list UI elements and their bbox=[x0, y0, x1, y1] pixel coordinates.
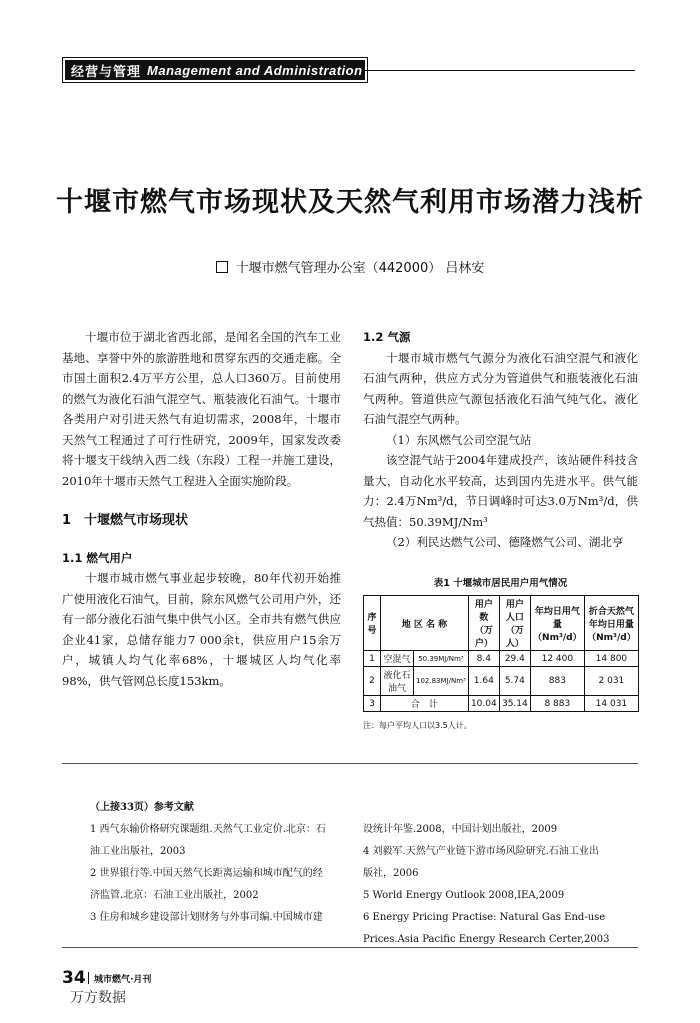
page-number: 34 bbox=[62, 968, 86, 988]
cell: 2 bbox=[364, 667, 381, 696]
table-row bbox=[364, 651, 639, 667]
magazine-name: 城市燃气·月刊 bbox=[94, 975, 152, 985]
cell: 合 计 bbox=[381, 696, 469, 712]
heading-1: 1 十堰燃气市场现状 bbox=[62, 513, 189, 528]
reference-line: 5 World Energy Outlook 2008,IEA,2009 bbox=[363, 890, 565, 901]
reference-line: 6 Energy Pricing Practise: Natural Gas End-use bbox=[363, 912, 606, 923]
th-index: 序号 bbox=[364, 596, 381, 651]
heading-1-2: 1.2 气源 bbox=[363, 330, 411, 344]
author-line bbox=[0, 257, 700, 276]
th-daily-gas: 年均日用气量（Nm³/d） bbox=[530, 596, 584, 651]
table-caption: 表1 十堰城市居民用户用气情况 bbox=[433, 578, 568, 589]
th-natural-gas-equiv: 折合天然气年均日用量（Nm³/d） bbox=[584, 596, 638, 651]
cell: 1.64 bbox=[468, 667, 499, 696]
left-column bbox=[62, 327, 341, 691]
section-title-cn: 经营与管理 bbox=[71, 64, 142, 80]
subheading-2: （2）利民达燃气公司、德隆燃气公司、湖北亨 bbox=[386, 535, 624, 549]
footer-separator bbox=[88, 972, 89, 984]
reference-line: 2 世界银行等.中国天然气长距离运输和城市配气的经 bbox=[90, 868, 323, 879]
right-column bbox=[363, 327, 638, 553]
intro-paragraph: 十堰市位于湖北省西北部，是闻名全国的汽车工业基地、享誉中外的旅游胜地和贯穿东西的交通走廊。全市国土面积2.4万平方公里，总人口360万。目前使用的燃气为液化石油气混空气、瓶装液化石油气。十堰市各类用户对引进天然气有迫切需求，2008年，十堰市天然气工程通过了可行性研究，2009年，国家发改委将十堰支干线纳入西二线（东段）工程一并施工建设，2010年十堰市天然气工程进入全面实施阶段。 bbox=[62, 330, 341, 488]
cell: 8 883 bbox=[530, 696, 584, 712]
cell: 102.83MJ/Nm³ bbox=[414, 667, 469, 696]
references-left bbox=[90, 797, 340, 929]
cell: 14 031 bbox=[584, 696, 638, 712]
watermark: 万方数据 bbox=[70, 990, 126, 1006]
subheading-1: （1）东风燃气公司空混气站 bbox=[386, 432, 532, 447]
article-title: 十堰市燃气市场现状及天然气利用市场潜力浅析 bbox=[56, 187, 644, 218]
table-row bbox=[364, 696, 639, 712]
author-text: 十堰市燃气管理办公室（442000） 吕林安 bbox=[235, 261, 485, 276]
footer-divider bbox=[62, 947, 638, 948]
cell: 5.74 bbox=[499, 667, 530, 696]
table-header-row bbox=[364, 596, 639, 651]
th-households: 用户数（万户） bbox=[468, 596, 499, 651]
references-heading: （上接33页）参考文献 bbox=[90, 802, 194, 813]
cell: 50.39MJ/Nm³ bbox=[414, 651, 469, 667]
section-title-en: Management and Administration bbox=[147, 62, 363, 78]
data-table bbox=[363, 595, 639, 712]
cell: 10.04 bbox=[468, 696, 499, 712]
reference-line: 版社，2006 bbox=[363, 868, 419, 879]
cell: 14 800 bbox=[584, 651, 638, 667]
paragraph-1-2: 十堰市城市燃气气源分为液化石油空混气和液化石油气两种，供应方式分为管道供气和瓶装液化石油气两种。管道供应气源包括液化石油气纯气化、液化石油气混空气两种。 bbox=[363, 350, 638, 426]
reference-line: 4 刘毅军.天然气产业链下游市场风险研究.石油工业出 bbox=[363, 846, 599, 857]
cell: 35.14 bbox=[499, 696, 530, 712]
reference-line: 3 住房和城乡建设部计划财务与外事司编.中国城市建 bbox=[90, 912, 323, 923]
th-population: 用户人口（万人） bbox=[499, 596, 530, 651]
heading-1-1: 1.1 燃气用户 bbox=[62, 550, 133, 565]
reference-line: 1 西气东输价格研究课题组.天然气工业定价.北京：石 bbox=[90, 824, 326, 835]
paragraph-1-1: 十堰市城市燃气事业起步较晚，80年代初开始推广使用液化石油气，目前，除东风燃气公司用户外，还有一部分液化石油气集中供气小区。全市共有燃气供应企业41家，总储存能力7 000余t，供应用户15余万户，城镇人均气化率68%，十堰城区人均气化率98%，供气管网总长度153km。 bbox=[62, 571, 341, 688]
cell: 883 bbox=[530, 667, 584, 696]
section-banner bbox=[65, 60, 365, 80]
cell: 空混气 bbox=[381, 651, 414, 667]
cell: 2 031 bbox=[584, 667, 638, 696]
header-rule bbox=[365, 70, 635, 71]
cell: 液化石油气 bbox=[381, 667, 414, 696]
reference-line: 油工业出版社，2003 bbox=[90, 846, 186, 857]
th-region: 地 区 名 称 bbox=[381, 596, 469, 651]
cell: 3 bbox=[364, 696, 381, 712]
cell: 8.4 bbox=[468, 651, 499, 667]
table-note: 注：每户平均人口以3.5人计。 bbox=[363, 721, 472, 730]
reference-line: 济监管.北京：石油工业出版社，2002 bbox=[90, 890, 259, 901]
square-bullet-icon bbox=[216, 261, 228, 273]
paragraph-sub1: 该空混气站于2004年建成投产，该站硬件科技含量大，自动化水平较高，达到国内先进水平。供气能力：2.4万Nm³/d，节日调峰时可达3.0万Nm³/d，供气热值：50.39MJ/Nm³ bbox=[363, 453, 638, 529]
cell: 1 bbox=[364, 651, 381, 667]
cell: 29.4 bbox=[499, 651, 530, 667]
reference-line: 设统计年鉴.2008，中国计划出版社，2009 bbox=[363, 824, 558, 835]
cell: 12 400 bbox=[530, 651, 584, 667]
references-right bbox=[363, 819, 628, 951]
table-row bbox=[364, 667, 639, 696]
reference-line: Prices.Asia Pacific Energy Research Certer,2003 bbox=[363, 934, 610, 945]
section-divider bbox=[62, 763, 638, 764]
